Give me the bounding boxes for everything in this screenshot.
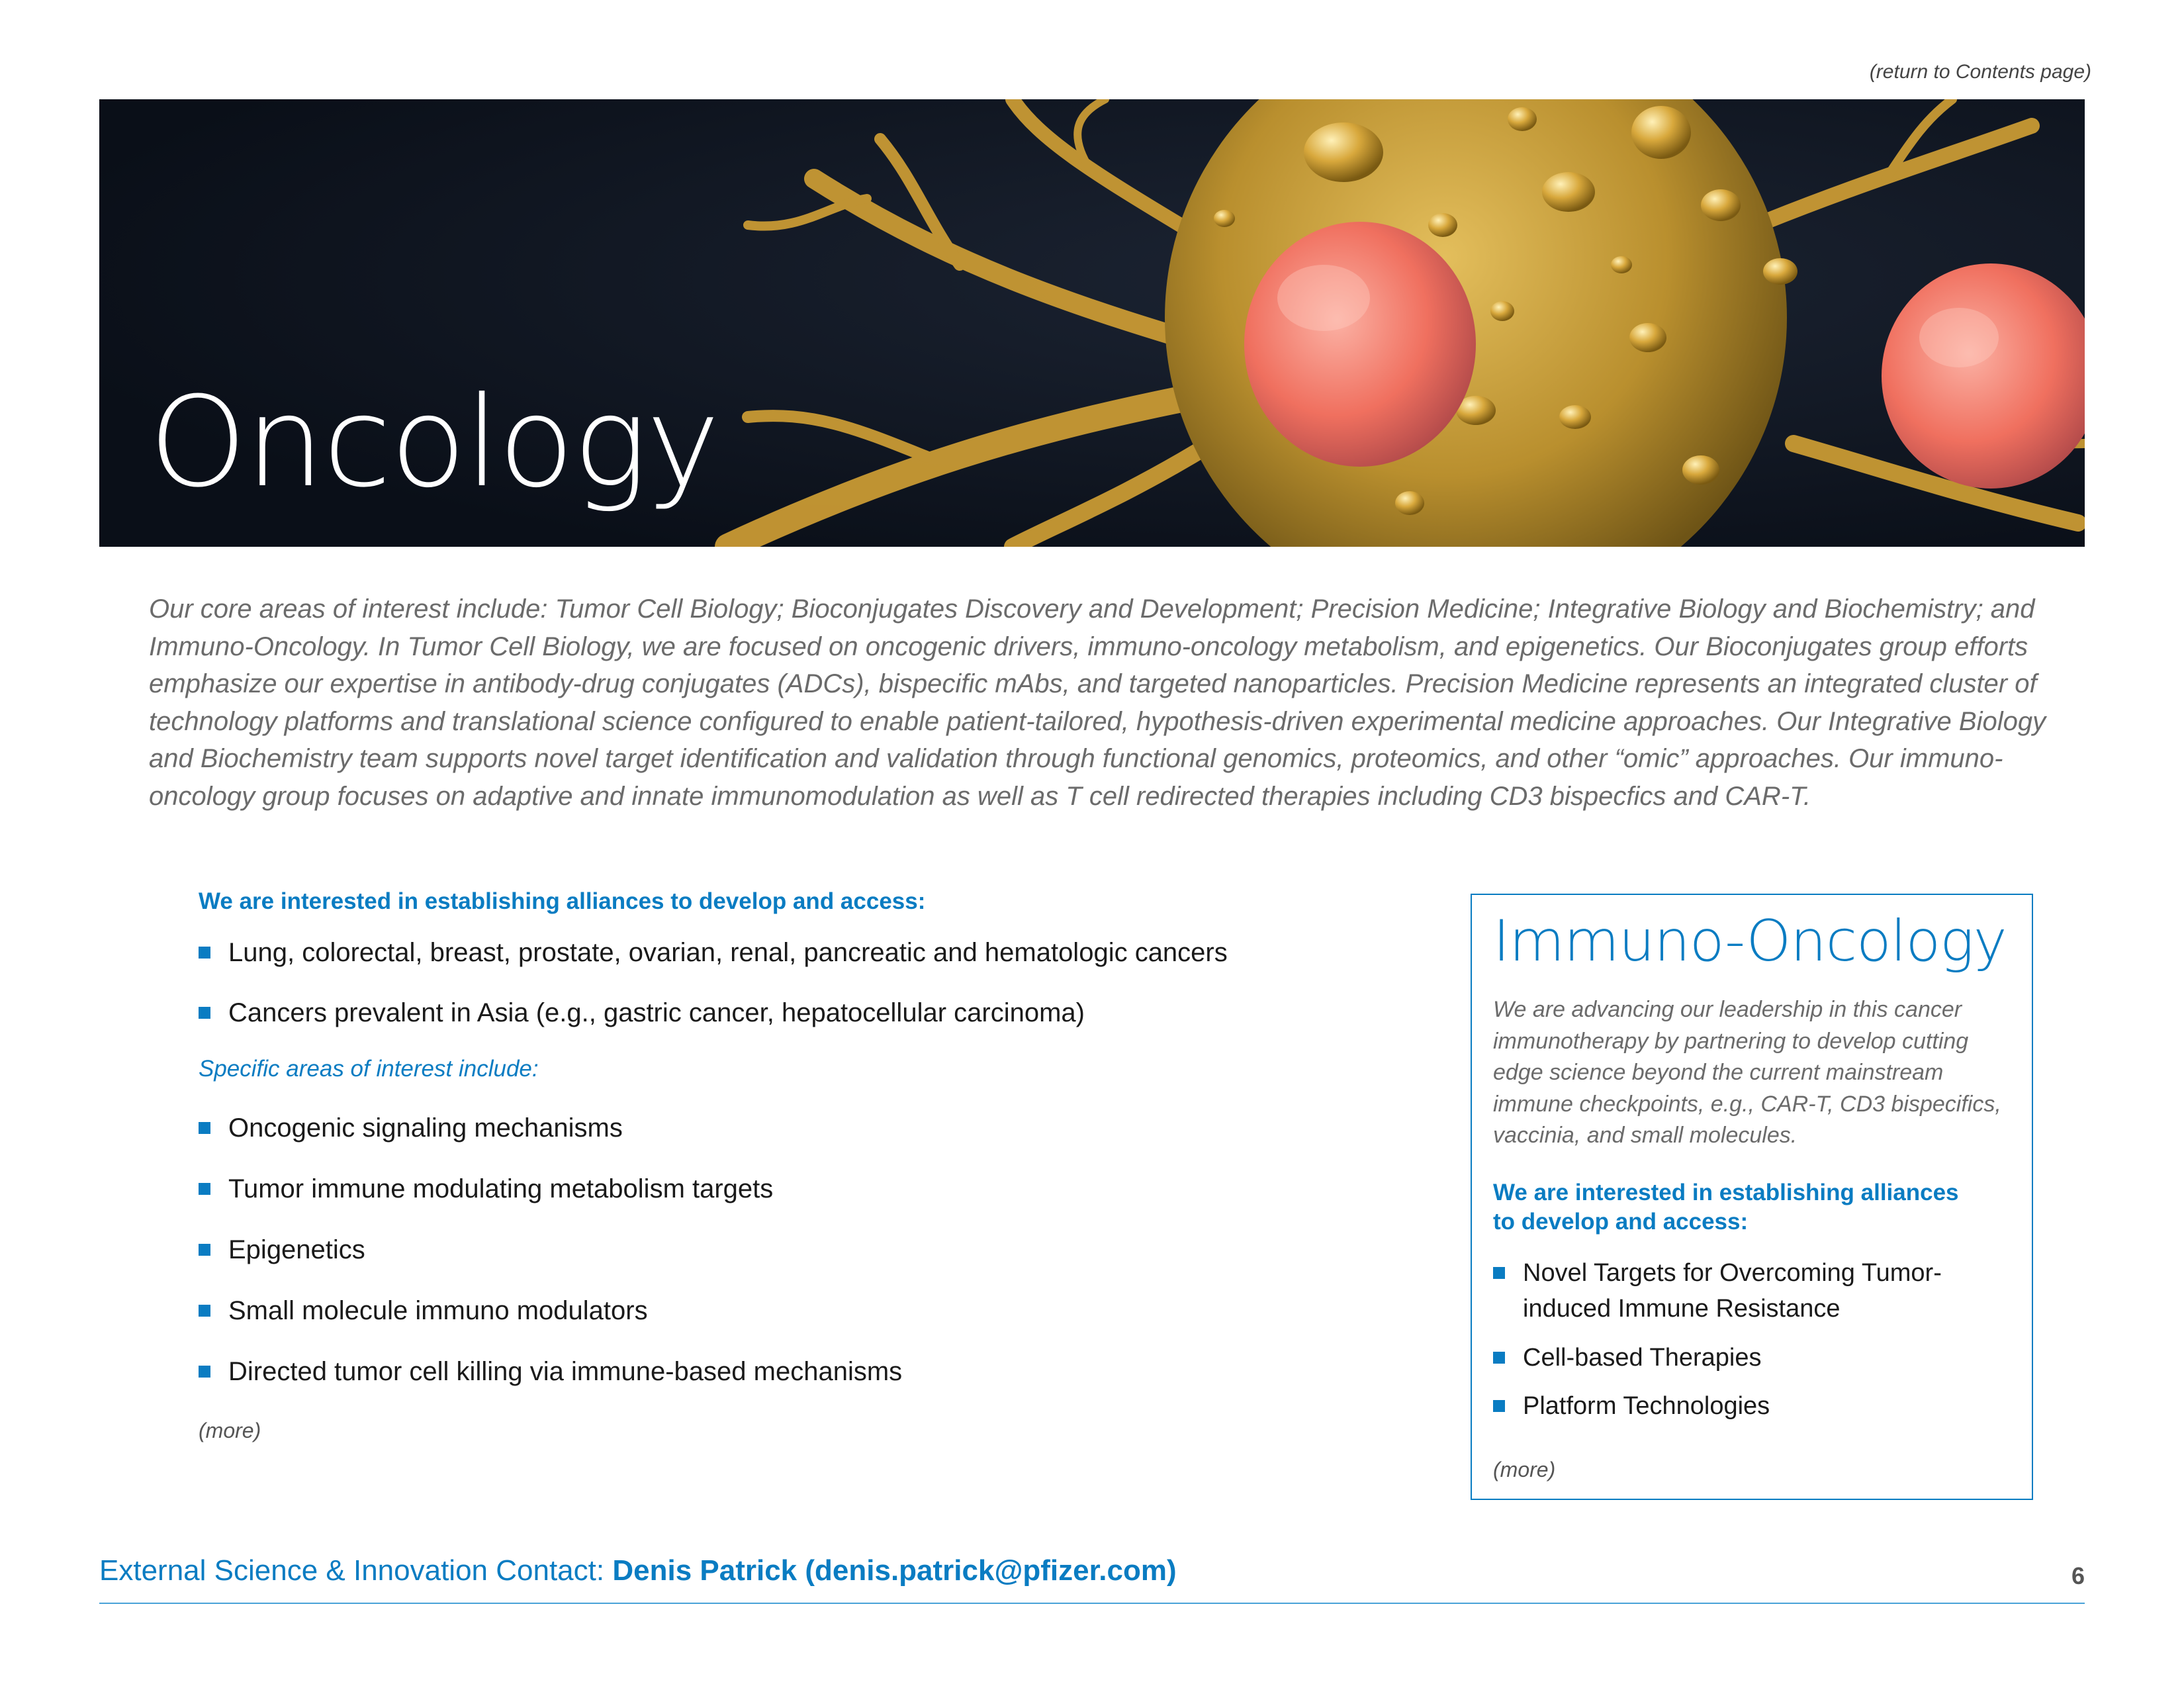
list-item-text: induced Immune Resistance xyxy=(1523,1295,1841,1323)
list-item-text: Cancers prevalent in Asia (e.g., gastric cancer, hepatocellular carcinoma) xyxy=(228,998,1085,1027)
return-to-contents-link[interactable]: (return to Contents page) xyxy=(1869,61,2091,83)
list-item xyxy=(199,1294,1390,1327)
page-title: Oncology xyxy=(149,370,719,515)
bullet-square-icon xyxy=(199,947,210,959)
list-item xyxy=(199,1111,1390,1145)
bullet-square-icon xyxy=(199,1244,210,1256)
more-link[interactable]: (more) xyxy=(199,1419,261,1442)
bullet-square-icon xyxy=(199,1183,210,1195)
immuno-oncology-description: We are advancing our leadership in this cancer immunotherapy by partnering to develop cutting edge science beyond the current mainstream immune checkpoints, e.g., CAR-T, CD3 bispecifics, vaccinia, and small molecules. xyxy=(1493,997,2001,1148)
list-item xyxy=(199,1233,1390,1266)
bullet-square-icon xyxy=(199,1305,210,1317)
list-item xyxy=(1493,1388,2046,1424)
list-item-text: Novel Targets for Overcoming Tumor- xyxy=(1523,1259,1942,1287)
intro-paragraph xyxy=(149,590,2068,815)
bullet-square-icon xyxy=(1493,1352,1505,1364)
list-item-text: Platform Technologies xyxy=(1523,1392,1770,1420)
heading-line: We are interested in establishing alliances xyxy=(1493,1180,1959,1205)
list-item-text: Directed tumor cell killing via immune-based mechanisms xyxy=(228,1357,903,1386)
contact-name-link[interactable]: Denis Patrick (denis.patrick@pfizer.com) xyxy=(612,1554,1177,1587)
footer-divider xyxy=(99,1603,2085,1604)
list-item-text: Oncogenic signaling mechanisms xyxy=(228,1113,623,1143)
hero-banner xyxy=(99,99,2085,547)
list-item xyxy=(199,936,1390,969)
alliances-section xyxy=(199,887,1390,1443)
list-item-text: Tumor immune modulating metabolism targets xyxy=(228,1174,774,1203)
list-item-text: Small molecule immuno modulators xyxy=(228,1296,648,1325)
bullet-square-icon xyxy=(199,1007,210,1019)
list-item xyxy=(199,996,1390,1029)
contact-label: External Science & Innovation Contact: xyxy=(99,1554,605,1587)
list-item xyxy=(1493,1255,2046,1327)
immuno-oncology-title: Immuno-Oncology xyxy=(1493,908,2007,974)
bullet-square-icon xyxy=(199,1366,210,1378)
immuno-oncology-box xyxy=(1471,894,2033,1500)
bullet-square-icon xyxy=(1493,1267,1505,1279)
intro-text: Our core areas of interest include: Tumor Cell Biology; Bioconjugates Discovery and Development; Precision Medicine; Integrative Biology and Biochemistry; and Immuno-Oncology. In Tumor Cell Biology, we are focused on oncogenic drivers, immuno-oncology metabolism, and epigenetics. Our Bioconjugates group efforts emphasize our expertise in antibody-drug conjugates (ADCs), bispecific mAbs, and targeted nanoparticles. Precision Medicine represents an integrated cluster of technology platforms and translational science configured to enable patient-tailored, hypothesis-driven experimental medicine approaches. Our Integrative Biology and Biochemistry team supports novel target identification and validation through functional genomics, proteomics, and other “omic” approaches. Our immuno-oncology group focuses on adaptive and innate immunomodulation as well as T cell redirected therapies including CD3 bispecfics and CAR-T. xyxy=(149,594,2046,811)
footer-contact xyxy=(99,1554,1177,1587)
specific-areas-heading: Specific areas of interest include: xyxy=(199,1056,539,1082)
alliances-heading: We are interested in establishing alliances to develop and access: xyxy=(199,888,926,914)
heading-line: to develop and access: xyxy=(1493,1209,1749,1235)
list-item-text: Lung, colorectal, breast, prostate, ovarian, renal, pancreatic and hematologic cancers xyxy=(228,938,1228,967)
list-item xyxy=(1493,1340,2046,1376)
more-link[interactable]: (more) xyxy=(1493,1458,1556,1481)
page-number: 6 xyxy=(2071,1562,2085,1589)
bullet-square-icon xyxy=(1493,1400,1505,1412)
list-item xyxy=(199,1355,1390,1388)
bullet-square-icon xyxy=(199,1122,210,1134)
list-item-text: Cell-based Therapies xyxy=(1523,1344,1762,1372)
list-item-text: Epigenetics xyxy=(228,1235,365,1264)
list-item xyxy=(199,1172,1390,1205)
immuno-alliances-heading xyxy=(1493,1178,2016,1237)
